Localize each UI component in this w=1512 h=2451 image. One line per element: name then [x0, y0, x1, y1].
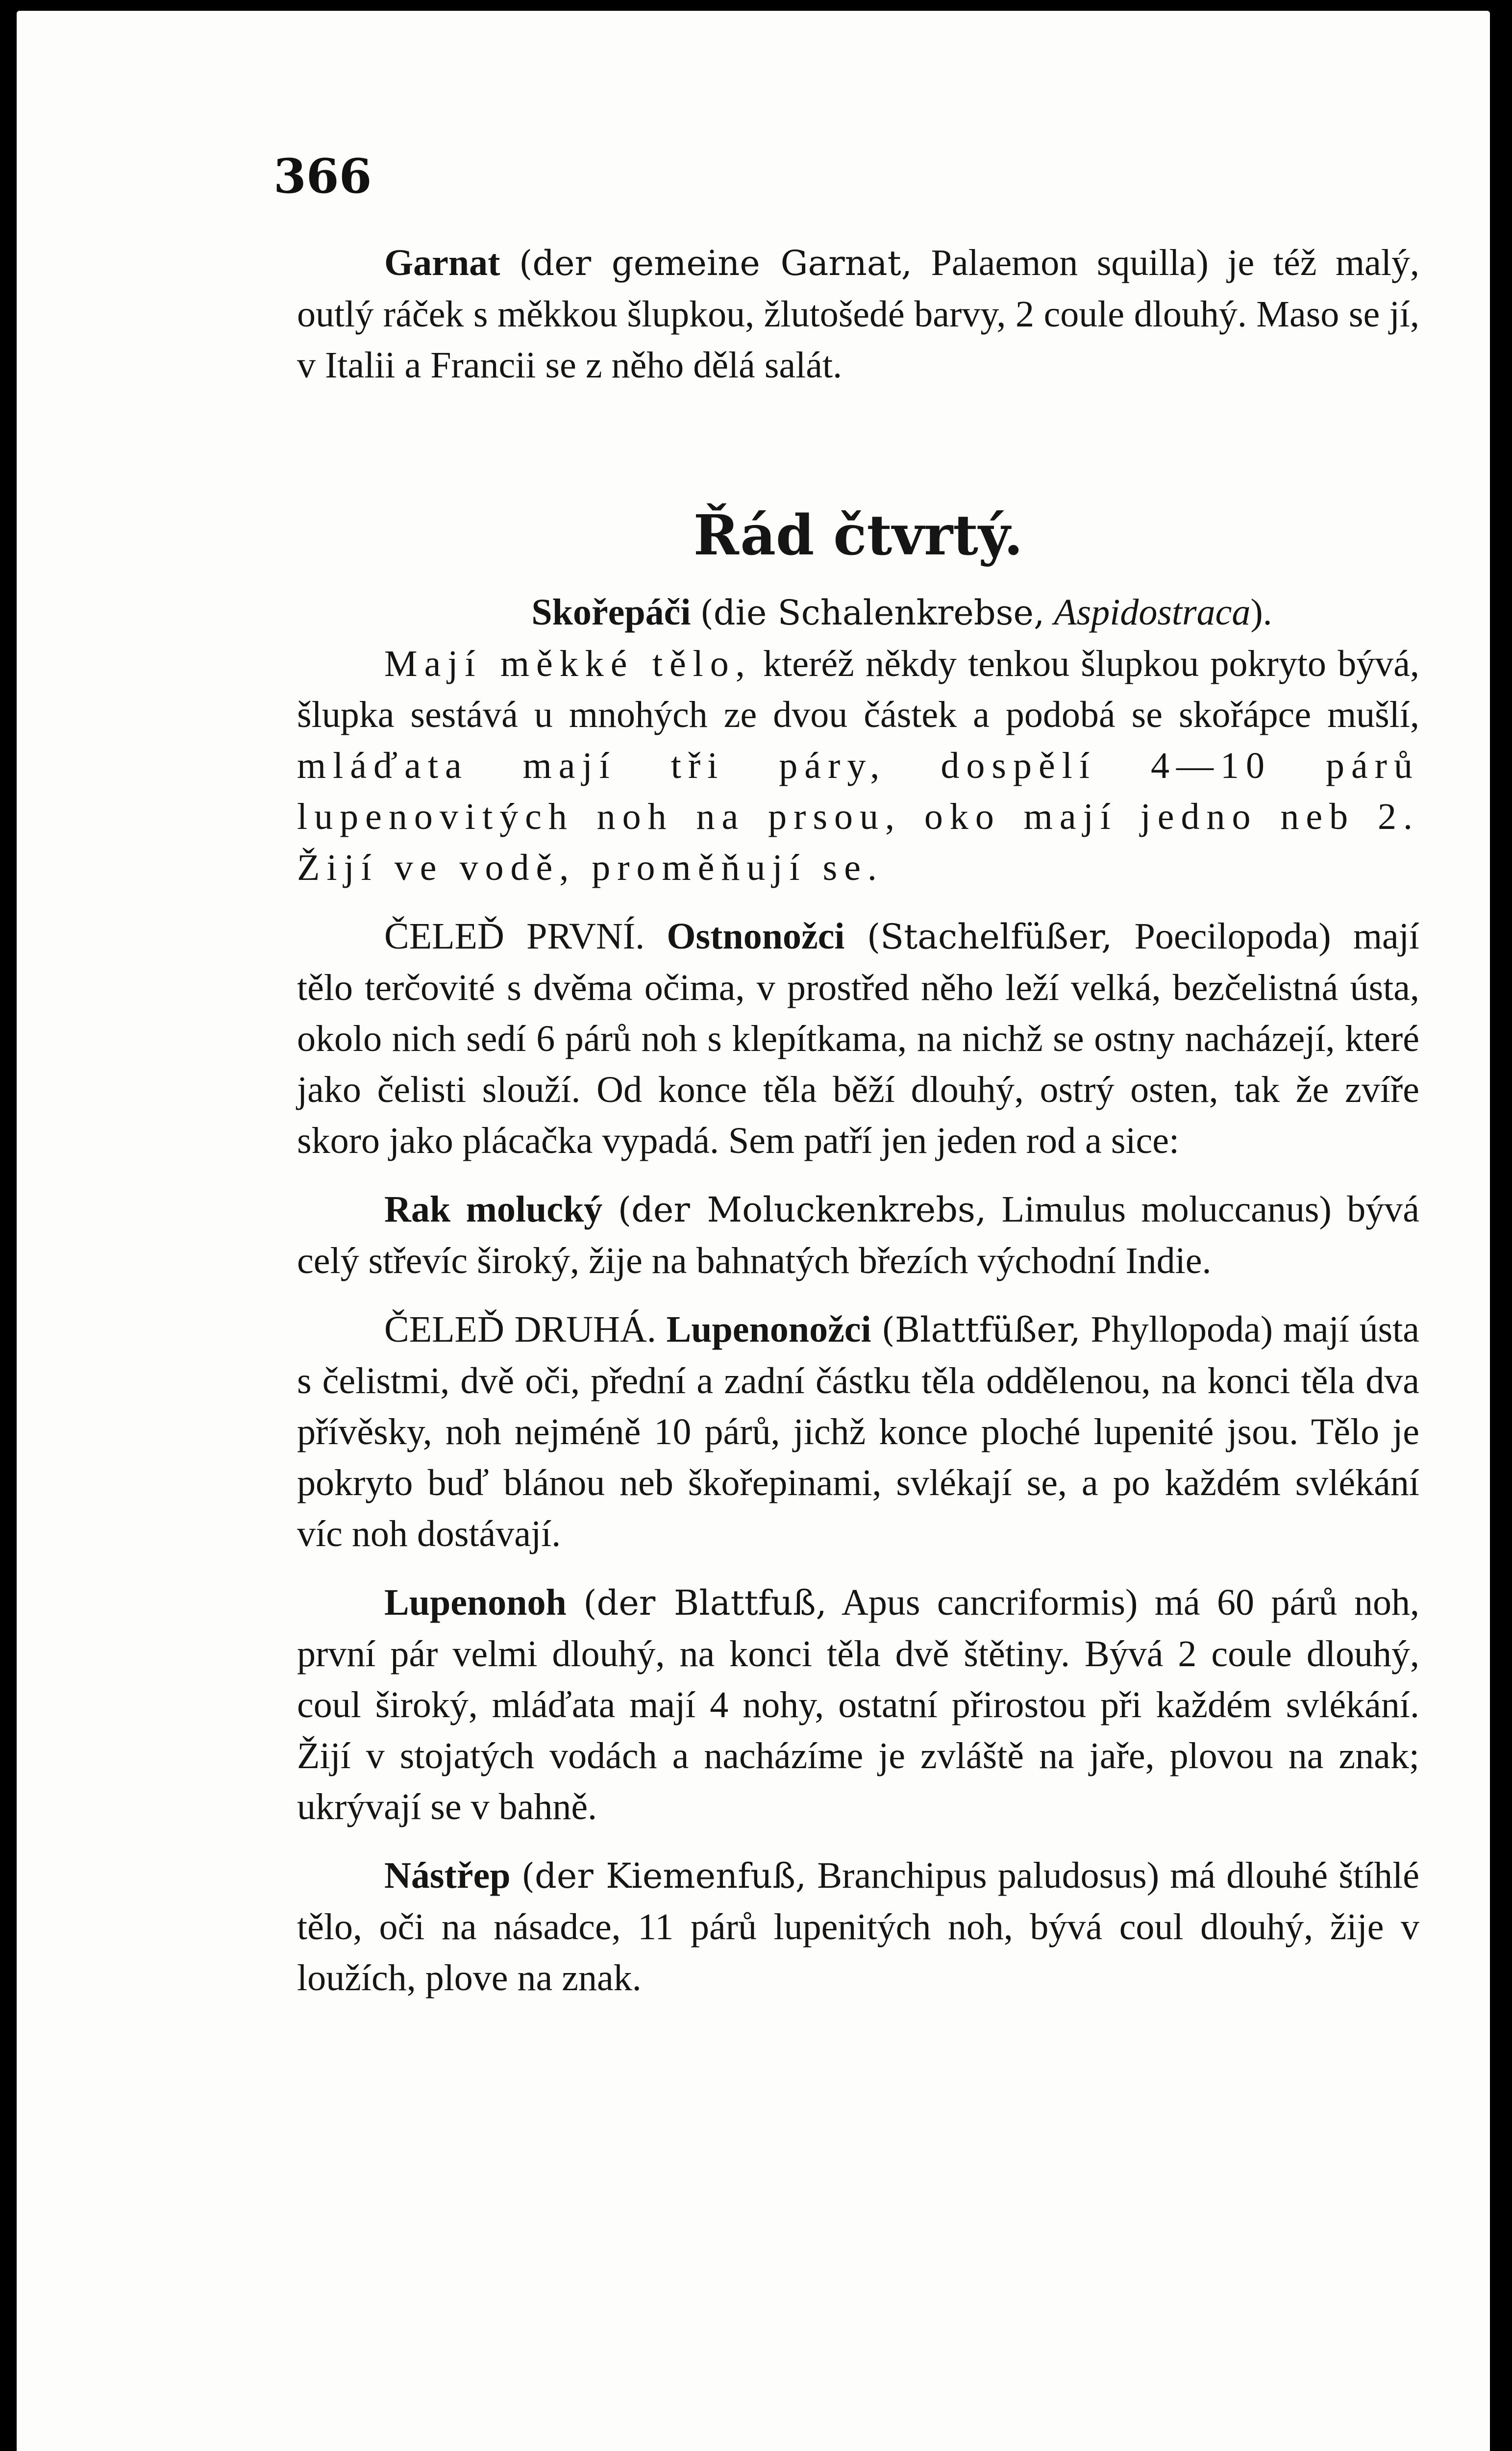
- entry-text: má 60 párů noh, první pár velmi dlouhý, na konci těla dvě štětiny. Bývá 2 coule dlouhý, coul široký, mláďata mají 4 nohy, ostatní přirostou při každém svlékání. Žijí v stojatých vodách a nacházíme je zvláště na jaře, plovou na znak; ukrývají se v bahně.: [297, 1582, 1419, 1827]
- spacer: [297, 1832, 1419, 1850]
- spacer: [297, 1559, 1419, 1577]
- entry-text: je též malý, outlý ráček s měkkou šlupkou, žlutošedé barvy, 2 coule dlouhý. Maso se jí, v Italii a Francii se z něho dělá salát.: [297, 242, 1419, 386]
- subheading-german: (die Schalenkrebse,: [700, 593, 1045, 633]
- spacer: [297, 893, 1419, 911]
- subheading-name: Skořepáči: [531, 592, 691, 633]
- family-label: ČELEĎ PRVNÍ.: [384, 916, 645, 957]
- section-subheading: [297, 587, 1419, 638]
- subheading-close: ).: [1250, 592, 1272, 633]
- entry-nastrep: [297, 1850, 1419, 2003]
- family-german: (Blattfüßer,: [881, 1310, 1081, 1350]
- family-poecilopoda: [297, 911, 1419, 1166]
- family-name: Lupenonožci: [666, 1309, 871, 1350]
- family-text: mají ústa s čelistmi, dvě oči, přední a zadní částku těla oddělenou, na konci těla dva přívěsky, noh nejméně 10 párů, jichž konce ploché lupenité jsou. Tělo je pokryto buď blánou neb škořepinami, svlékají se, a po každém svlékání víc noh dostávají.: [297, 1309, 1420, 1554]
- family-latin: Phyllopoda): [1091, 1309, 1273, 1350]
- german-name: (der gemeine Garnat,: [519, 243, 912, 283]
- spacer: [297, 1166, 1419, 1184]
- latin-name: Palaemon squilla): [931, 242, 1209, 283]
- german-name: (der Blattfuß,: [583, 1583, 827, 1623]
- family-german: (Stachelfüßer,: [867, 917, 1113, 957]
- family-phyllopoda: [297, 1304, 1419, 1559]
- description-spaced-2: mláďata mají tři páry, dospělí 4—10 párů lupenovitých noh na prsou, oko mají jedno neb 2. Žijí ve vodě, proměňují se.: [297, 745, 1419, 888]
- entry-name: Garnat: [384, 242, 500, 283]
- family-label: ČELEĎ DRUHÁ.: [384, 1309, 656, 1350]
- entry-text: má dlouhé štíhlé tělo, oči na násadce, 11 párů lupenitých noh, bývá coul dlouhý, žije v loužích, plove na znak.: [297, 1855, 1419, 1999]
- description-spaced-1: Mají měkké tělo,: [384, 643, 752, 684]
- entry-name: Lupenonoh: [384, 1582, 567, 1623]
- entry-garnat: [297, 237, 1419, 391]
- entry-name: Nástřep: [384, 1855, 511, 1896]
- entry-text: bývá celý střevíc široký, žije na bahnatých březích východní Indie.: [297, 1189, 1420, 1281]
- family-name: Ostnonožci: [667, 916, 845, 957]
- latin-name: Limulus moluccanus): [1001, 1189, 1332, 1230]
- german-name: (der Kiemenfuß,: [521, 1856, 807, 1896]
- entry-name: Rak molucký: [384, 1189, 603, 1230]
- description-text: kteréž někdy tenkou šlupkou pokryto bývá, šlupka sestává u mnohých ze dvou částek a podobá se skořápce mušlí,: [297, 643, 1419, 735]
- latin-name: Branchipus paludosus): [817, 1855, 1160, 1896]
- page-text: [297, 237, 1419, 2003]
- page-number: 366: [273, 149, 372, 204]
- german-name: (der Moluckenkrebs,: [618, 1190, 987, 1230]
- subheading-latin: Aspidostraca: [1054, 592, 1251, 633]
- entry-rak-molucky: [297, 1184, 1419, 1286]
- family-latin: Poecilopoda): [1134, 916, 1331, 957]
- section-heading: Řád čtvrtý.: [693, 503, 1023, 568]
- entry-lupenonoh: [297, 1577, 1419, 1832]
- family-text: mají tělo terčovité s dvěma očima, v prostřed něho leží velká, bezčelistná ústa, okolo nich sedí 6 párů noh s klepítkama, na nichž se ostny nacházejí, které jako čelisti slouží. Od konce těla běží dlouhý, ostrý osten, tak že zvíře skoro jako plácačka vypadá. Sem patří jen jeden rod a sice:: [297, 916, 1420, 1161]
- book-page: [17, 11, 1490, 2451]
- spacer: [297, 1286, 1419, 1304]
- order-description: [297, 638, 1419, 893]
- latin-name: Apus cancriformis): [842, 1582, 1138, 1623]
